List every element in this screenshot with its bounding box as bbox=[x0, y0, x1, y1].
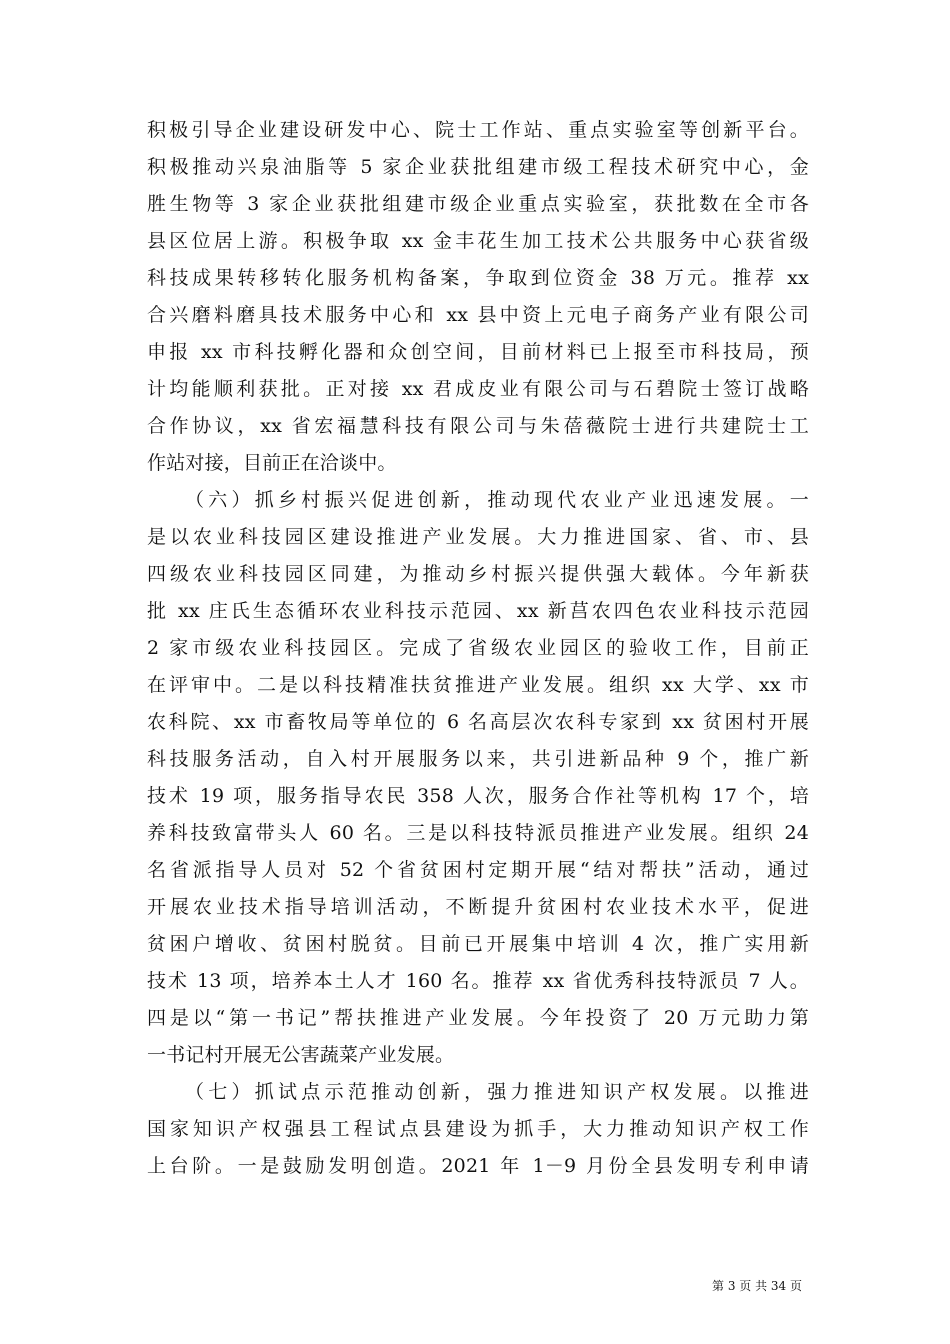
text-line: 技术 13 项，培养本土人才 160 名。推荐 xx 省优秀科技特派员 7 人。 bbox=[147, 970, 809, 992]
text-line: 开展农业技术指导培训活动，不断提升贫困村农业技术水平，促进 bbox=[147, 896, 809, 918]
text-line: 申报 xx 市科技孵化器和众创空间，目前材料已上报至市科技局，预 bbox=[147, 341, 809, 363]
text-line: 养科技致富带头人 60 名。三是以科技特派员推进产业发展。组织 24 bbox=[147, 822, 809, 844]
text-line: 2 家市级农业科技园区。完成了省级农业园区的验收工作，目前正 bbox=[147, 637, 809, 659]
page-number-footer: 第 3 页 共 34 页 bbox=[712, 1279, 802, 1293]
text-line: 一书记村开展无公害蔬菜产业发展。 bbox=[147, 1044, 455, 1066]
text-line: 合作协议，xx 省宏福慧科技有限公司与朱蓓薇院士进行共建院士工 bbox=[147, 415, 809, 437]
text-line: 国家知识产权强县工程试点县建设为抓手，大力推动知识产权工作 bbox=[147, 1118, 809, 1140]
text-line: 农科院、xx 市畜牧局等单位的 6 名高层次农科专家到 xx 贫困村开展 bbox=[147, 711, 809, 733]
text-line: 是以农业科技园区建设推进产业发展。大力推进国家、省、市、县 bbox=[147, 526, 809, 548]
text-line: 科技服务活动，自入村开展服务以来，共引进新品种 9 个，推广新 bbox=[147, 748, 809, 770]
paragraph-heading-6: （六）抓乡村振兴促进创新，推动现代农业产业迅速发展。一 bbox=[185, 489, 809, 511]
paragraph-heading-7: （七）抓试点示范推动创新，强力推进知识产权发展。以推进 bbox=[185, 1081, 809, 1103]
text-line: 技术 19 项，服务指导农民 358 人次，服务合作社等机构 17 个，培 bbox=[147, 785, 809, 807]
text-line: 四是以“第一书记”帮扶推进产业发展。今年投资了 20 万元助力第 bbox=[147, 1007, 809, 1029]
text-line: 积极推动兴泉油脂等 5 家企业获批组建市级工程技术研究中心，金 bbox=[147, 156, 809, 178]
text-line: 四级农业科技园区同建，为推动乡村振兴提供强大载体。今年新获 bbox=[147, 563, 809, 585]
text-line: 合兴磨料磨具技术服务中心和 xx 县中资上元电子商务产业有限公司 bbox=[147, 304, 809, 326]
text-line: 名省派指导人员对 52 个省贫困村定期开展“结对帮扶”活动，通过 bbox=[147, 859, 809, 881]
text-line: 在评审中。二是以科技精准扶贫推进产业发展。组织 xx 大学、xx 市 bbox=[147, 674, 809, 696]
text-line: 胜生物等 3 家企业获批组建市级企业重点实验室，获批数在全市各 bbox=[147, 193, 809, 215]
text-line: 批 xx 庄氏生态循环农业科技示范园、xx 新莒农四色农业科技示范园 bbox=[147, 600, 809, 622]
body-text bbox=[147, 112, 809, 1185]
text-line: 上台阶。一是鼓励发明创造。2021 年 1－9 月份全县发明专利申请 bbox=[147, 1155, 809, 1177]
text-line: 科技成果转移转化服务机构备案，争取到位资金 38 万元。推荐 xx bbox=[147, 267, 809, 289]
text-line: 计均能顺利获批。正对接 xx 君成皮业有限公司与石碧院士签订战略 bbox=[147, 378, 809, 400]
text-line: 积极引导企业建设研发中心、院士工作站、重点实验室等创新平台。 bbox=[147, 119, 809, 141]
text-line: 县区位居上游。积极争取 xx 金丰花生加工技术公共服务中心获省级 bbox=[147, 230, 809, 252]
text-line: 作站对接，目前正在洽谈中。 bbox=[147, 452, 397, 474]
text-line: 贫困户增收、贫困村脱贫。目前已开展集中培训 4 次，推广实用新 bbox=[147, 933, 809, 955]
